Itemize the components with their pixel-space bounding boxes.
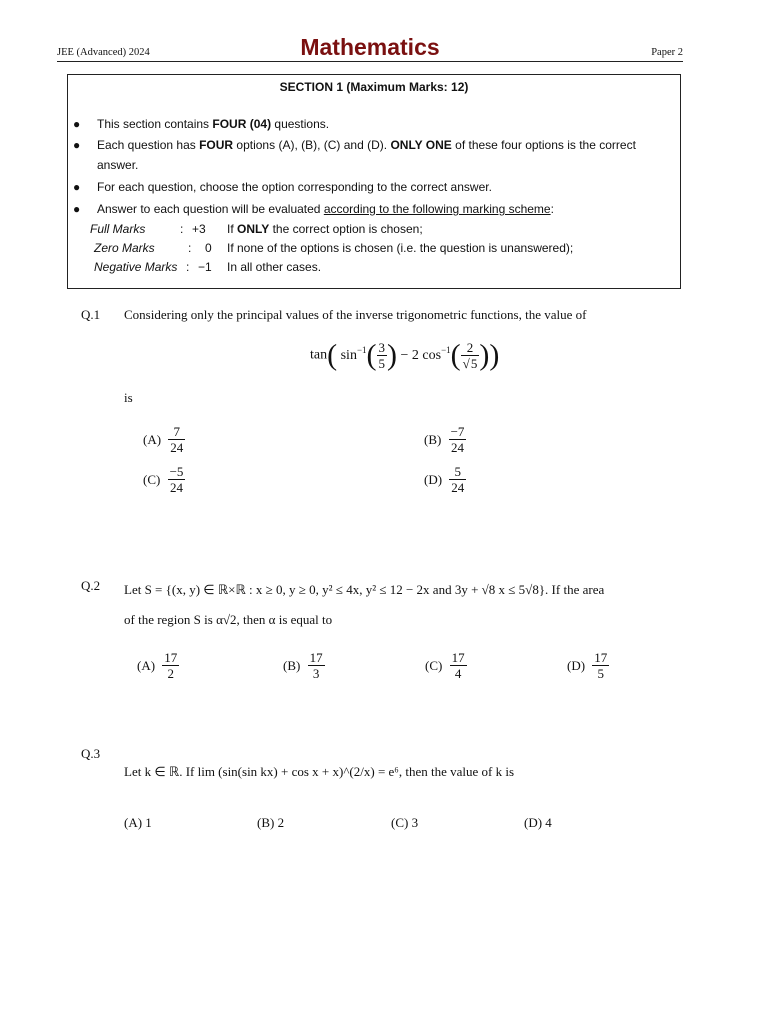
bullet-icon: ● <box>73 138 81 152</box>
page-header <box>57 36 683 62</box>
question-tail: is <box>124 390 133 405</box>
instruction-bullet <box>73 177 663 197</box>
option-label: (C) <box>143 471 161 487</box>
option-fraction: $\frac{17}{5}$ <box>594 650 608 681</box>
option-label: (C) <box>425 657 443 673</box>
scheme-text: If none of the options is chosen (i.e. the question is unanswered); <box>227 241 574 255</box>
option-b[interactable] <box>283 650 325 681</box>
instruction-text: For each question, choose the option corresponding to the correct answer. <box>97 180 492 194</box>
instruction-text: This section contains FOUR (04) questions. <box>97 117 330 131</box>
option-d[interactable] <box>567 650 609 681</box>
question-number: Q.2 <box>81 578 101 593</box>
scheme-text: In all other cases. <box>227 260 322 274</box>
scheme-text: If ONLY the correct option is chosen; <box>227 222 423 236</box>
instruction-bullet <box>73 114 663 134</box>
scheme-label: Negative Marks <box>94 260 178 274</box>
option-fraction: $\frac{17}{4}$ <box>451 650 465 681</box>
option-label: (A) <box>124 815 143 830</box>
question-text: Let k ∈ ℝ. If lim (sin(sin kx) + cos x + x)^(2/x) = e⁶, then the value of k is <box>124 764 515 779</box>
question-expression: tan( $\sin^{-1}$( $\frac{3}{5}$ ) − 2 $\cos^{-1}$( $\frac{2}{√5}$ )) <box>310 338 500 372</box>
page-title: Mathematics <box>300 34 440 60</box>
instruction-text: Answer to each question will be evaluated according to the following marking scheme: <box>97 202 554 216</box>
option-d[interactable] <box>424 464 466 495</box>
option-value: 1 <box>145 815 152 830</box>
scheme-separator: : <box>180 222 184 236</box>
option-label: (A) <box>143 431 162 447</box>
option-fraction: $\frac{-5}{24}$ <box>169 464 184 495</box>
scheme-mark: +3 <box>192 222 206 236</box>
option-c[interactable] <box>143 464 185 495</box>
option-b[interactable] <box>424 424 466 455</box>
option-a[interactable] <box>137 650 179 681</box>
instruction-text: Each question has FOUR options (A), (B), (C) and (D). ONLY ONE of these four options is the correct answer. <box>97 138 636 172</box>
option-c[interactable] <box>425 650 467 681</box>
instruction-bullet <box>73 135 663 175</box>
scheme-separator: : <box>186 260 190 274</box>
option-fraction: $\frac{17}{3}$ <box>309 650 323 681</box>
option-fraction: $\frac{-7}{24}$ <box>450 424 465 455</box>
option-value: 3 <box>411 815 419 830</box>
option-value: 4 <box>545 815 552 830</box>
option-b[interactable] <box>257 815 284 831</box>
question-number: Q.3 <box>81 746 101 761</box>
scheme-separator: : <box>188 241 192 255</box>
scheme-label: Full Marks <box>90 222 146 236</box>
option-label: (A) <box>137 657 156 673</box>
exam-name: JEE (Advanced) 2024 <box>57 47 150 58</box>
option-value: 2 <box>277 815 285 830</box>
option-d[interactable] <box>524 815 552 831</box>
paper-label: Paper 2 <box>651 47 683 58</box>
question-text: of the region S is α√2, then α is equal to <box>124 612 333 627</box>
option-fraction: $\frac{17}{2}$ <box>164 650 178 681</box>
bullet-icon: ● <box>73 202 81 216</box>
option-c[interactable] <box>391 815 418 831</box>
question-text: Let S = {(x, y) ∈ ℝ×ℝ : x ≥ 0, y ≥ 0, y² ≤ 4x, y² ≤ 12 − 2x and 3y + √8 x ≤ 5√8}. If the area <box>124 582 605 597</box>
option-a[interactable] <box>143 424 185 455</box>
bullet-icon: ● <box>73 117 81 131</box>
option-label: (B) <box>283 657 301 673</box>
option-label: (B) <box>257 815 275 830</box>
scheme-mark: 0 <box>205 241 212 255</box>
option-fraction: $\frac{7}{24}$ <box>170 424 184 455</box>
option-label: (D) <box>524 815 543 830</box>
section-title: SECTION 1 (Maximum Marks: 12) <box>279 80 469 94</box>
option-label: (D) <box>567 657 586 673</box>
option-a[interactable] <box>124 815 152 831</box>
option-label: (D) <box>424 471 443 487</box>
section-instructions-box <box>67 74 681 289</box>
option-fraction: $\frac{5}{24}$ <box>451 464 465 495</box>
option-label: (C) <box>391 815 409 830</box>
bullet-icon: ● <box>73 180 81 194</box>
question-text: Considering only the principal values of the inverse trigonometric functions, the value of <box>124 307 587 322</box>
scheme-mark: −1 <box>198 260 212 274</box>
instruction-bullet <box>73 199 663 219</box>
scheme-label: Zero Marks <box>94 241 155 255</box>
header-rule <box>57 61 683 62</box>
question-number: Q.1 <box>81 307 101 322</box>
option-label: (B) <box>424 431 442 447</box>
